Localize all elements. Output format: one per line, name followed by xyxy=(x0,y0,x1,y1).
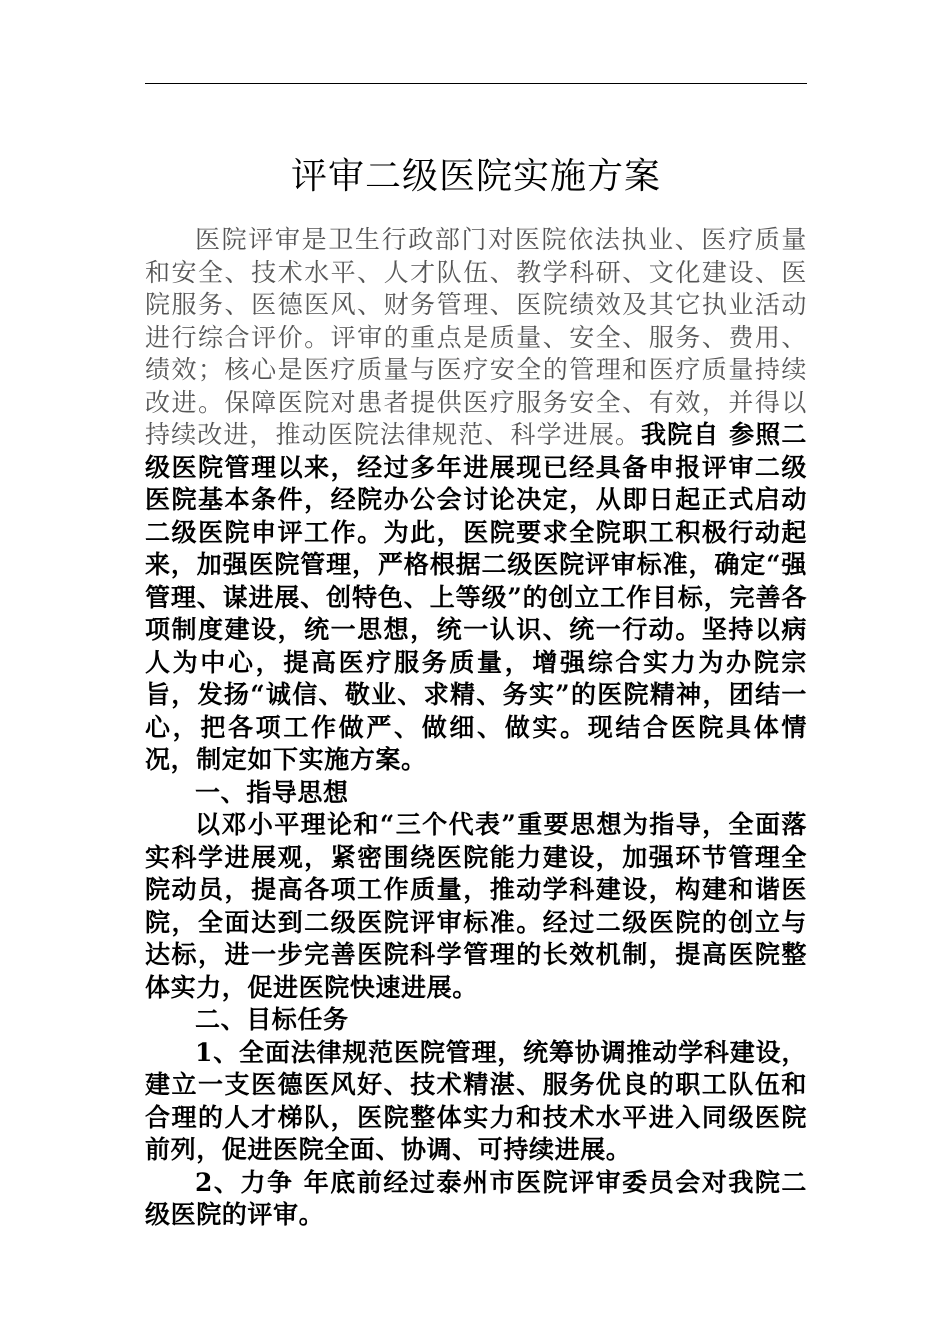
intro-bold-text: 我院自 参照二级医院管理以来，经过多年进展现已经具备申报评审二级医院基本条件，经院办公会讨论决定，从即日起正式启动二级医院申评工作。为此，医院要求全院职工积极行动起来，加强医院管理，严格根据二级医院评审标准，确定“强管理、谋进展、创特色、上等级”的创立工作目标，完善各项制度建设，统一思想，统一认识、统一行动。坚持以病人为中心，提高医疗服务质量，增强综合实力为办院宗旨，发扬“诚信、敬业、求精、务实”的医院精神，团结一心，把各项工作做严、做细、做实。现结合医院具体情况，制定如下实施方案。 xyxy=(145,420,807,774)
section1-text: 以邓小平理论和“三个代表”重要思想为指导，全面落实科学进展观，紧密围绕医院能力建设，加强环节管理全院动员，提高各项工作质量，推动学科建设，构建和谐医院，全面达到二级医院评审标准。经过二级医院的创立与达标，进一步完善医院科学管理的长效机制，提高医院整体实力，促进医院快速进展。 xyxy=(145,810,807,1002)
section1-heading: 一、指导思想 xyxy=(195,777,349,807)
section2-heading: 二、目标任务 xyxy=(195,1005,349,1034)
intro-paragraph xyxy=(145,224,807,777)
document-body xyxy=(145,224,807,1232)
document-title: 评审二级医院实施方案 xyxy=(290,156,661,197)
intro-faded-text: 医院评审是卫生行政部门对医院依法执业、医疗质量和安全、技术水平、人才队伍、教学科研、文化建设、医院服务、医德医风、财务管理、医院绩效及其它执业活动进行综合评价。评审的重点是质量、安全、服务、费用、绩效；核心是医疗质量与医疗安全的管理和医疗质量持续改进。保障医院对患者提供医疗服务安全、有效，并得以持续改进，推动医院法律规范、科学进展。 xyxy=(145,225,807,449)
section2-item-1: 1、全面法律规范医院管理，统筹协调推动学科建设，建立一支医德医风好、技术精湛、服务优良的职工队伍和合理的人才梯队，医院整体实力和技术水平进入同级医院前列，促进医院全面、协调、可持续进展。 xyxy=(145,1037,807,1164)
header-rule xyxy=(145,83,807,84)
section2-item-2: 2、力争 年底前经过泰州市医院评审委员会对我院二级医院的评审。 xyxy=(145,1167,807,1229)
